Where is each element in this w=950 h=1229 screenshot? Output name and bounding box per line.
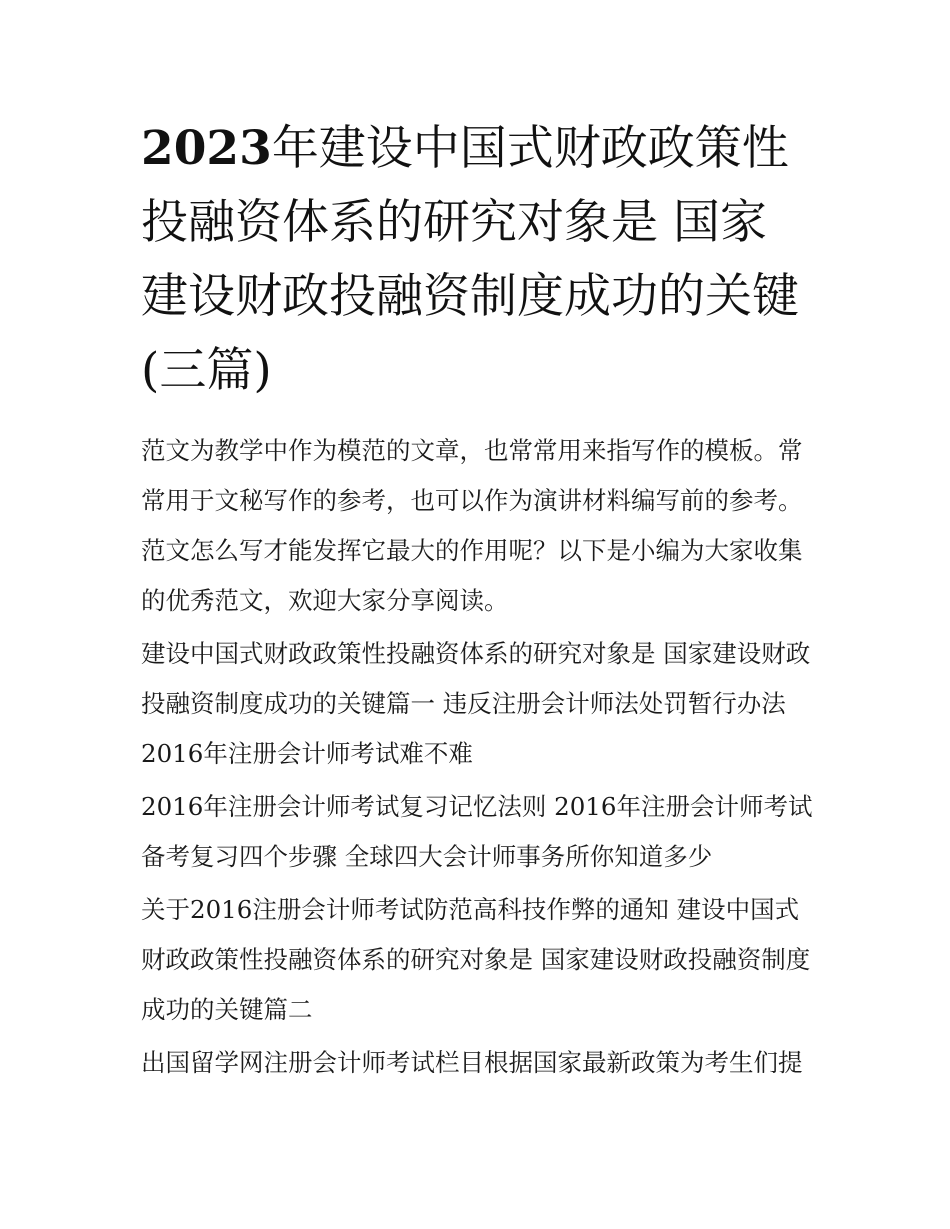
paragraph-4: 出国留学网注册会计师考试栏目根据国家最新政策为考生们提 (141, 1048, 803, 1077)
paragraph-3: 关于2016注册会计师考试防范高科技作弊的通知 建设中国式财政政策性投融资体系的研究对象是 国家建设财政投融资制度成功的关键篇二 (141, 895, 811, 1024)
document-body (141, 112, 813, 1091)
paragraph-intro: 范文为教学中作为模范的文章，也常常用来指写作的模板。常常用于文秘写作的参考，也可以作为演讲材料编写前的参考。范文怎么写才能发挥它最大的作用呢？以下是小编为大家收集的优秀范文，欢迎大家分享阅读。 (141, 436, 803, 615)
title-year: 2023 (141, 121, 272, 176)
paragraph-1: 建设中国式财政政策性投融资体系的研究对象是 国家建设财政投融资制度成功的关键篇一 违反注册会计师法处罚暂行办法 2016年注册会计师考试难不难 (141, 639, 811, 768)
title-text: 年建设中国式财政政策性投融资体系的研究对象是 国家建设财政投融资制度成功的关键(三篇) (141, 121, 799, 398)
paragraph-2: 2016年注册会计师考试复习记忆法则 2016年注册会计师考试备考复习四个步骤 全球四大会计师事务所你知道多少 (141, 792, 813, 871)
document-title (141, 112, 813, 408)
